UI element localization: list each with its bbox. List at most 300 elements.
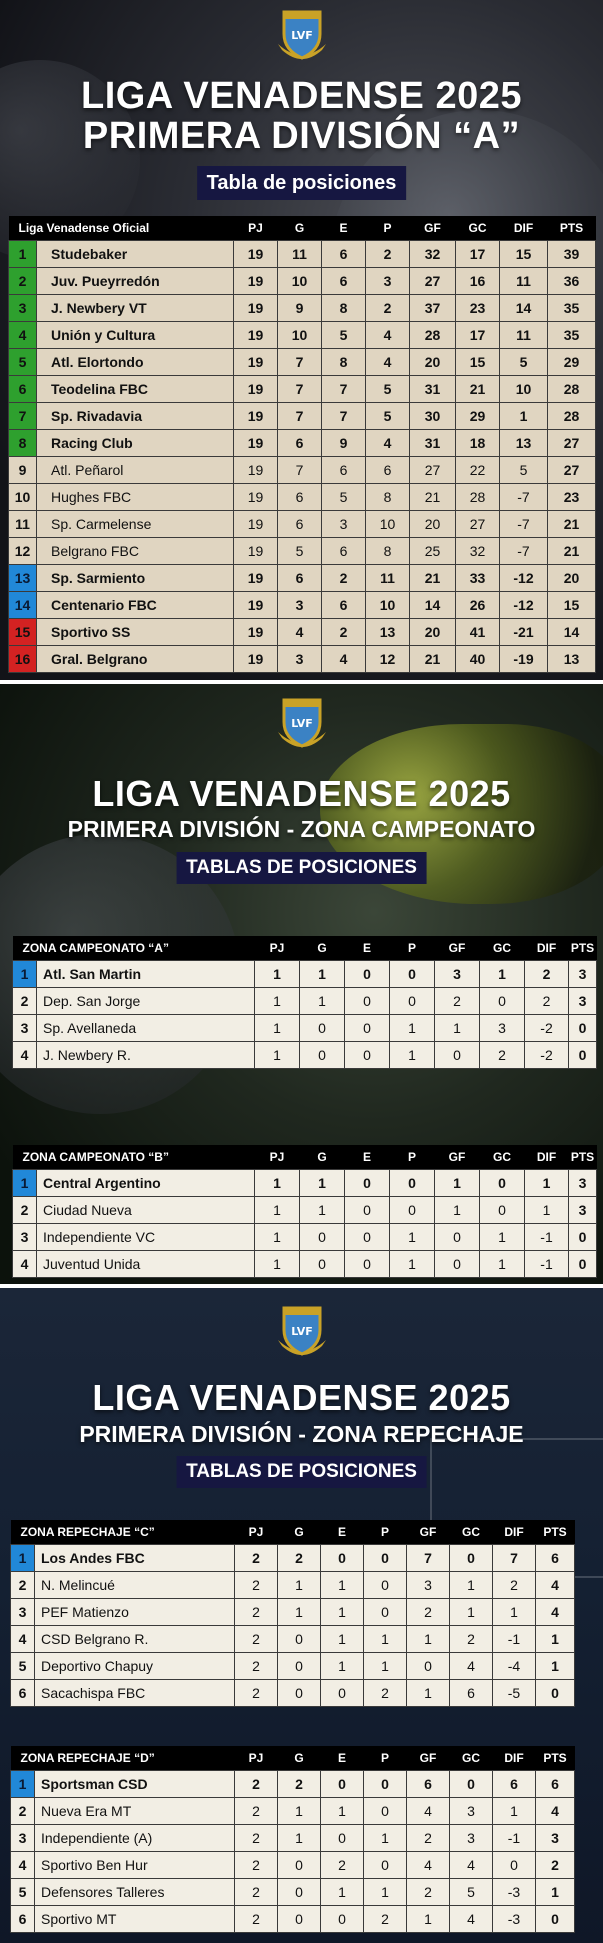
p-cell: 8 [366, 537, 410, 564]
column-header-pts: PTS [536, 1520, 575, 1544]
e-cell: 6 [322, 267, 366, 294]
e-cell: 0 [321, 1770, 364, 1797]
column-header-g: G [300, 936, 345, 960]
g-cell: 10 [278, 321, 322, 348]
g-cell: 3 [278, 645, 322, 672]
pj-cell: 2 [235, 1770, 278, 1797]
pj-cell: 19 [234, 456, 278, 483]
league-crest-icon [270, 4, 334, 68]
gf-cell: 2 [407, 1878, 450, 1905]
team-name-cell: Unión y Cultura [37, 321, 234, 348]
dif-cell: -3 [493, 1878, 536, 1905]
dif-cell: -1 [493, 1625, 536, 1652]
pj-cell: 1 [255, 1196, 300, 1223]
gf-cell: 3 [407, 1571, 450, 1598]
pts-cell: 4 [536, 1571, 575, 1598]
gc-cell: 0 [480, 1196, 525, 1223]
column-header-gf: GF [435, 936, 480, 960]
column-header-p: P [390, 936, 435, 960]
e-cell: 6 [322, 456, 366, 483]
team-name-cell: Gral. Belgrano [37, 645, 234, 672]
gc-cell: 1 [480, 1250, 525, 1277]
team-name-cell: N. Melincué [35, 1571, 235, 1598]
column-header-pj: PJ [235, 1746, 278, 1770]
page-title: LIGA VENADENSE 2025 [80, 75, 522, 117]
pj-cell: 2 [235, 1571, 278, 1598]
pj-cell: 19 [234, 402, 278, 429]
e-cell: 0 [345, 1196, 390, 1223]
position-cell: 3 [13, 1223, 37, 1250]
p-cell: 10 [366, 510, 410, 537]
table-row [13, 1196, 597, 1223]
g-cell: 1 [300, 987, 345, 1014]
p-cell: 4 [366, 321, 410, 348]
zone-c-table [10, 1520, 575, 1707]
g-cell: 7 [278, 456, 322, 483]
p-cell: 1 [390, 1223, 435, 1250]
gc-cell: 17 [456, 240, 500, 267]
pj-cell: 2 [235, 1598, 278, 1625]
team-name-cell: PEF Matienzo [35, 1598, 235, 1625]
dif-cell: 11 [500, 267, 548, 294]
table-row [9, 240, 596, 267]
p-cell: 1 [390, 1014, 435, 1041]
gc-cell: 27 [456, 510, 500, 537]
standings-table [8, 216, 596, 673]
gc-cell: 2 [450, 1625, 493, 1652]
dif-cell: 2 [493, 1571, 536, 1598]
position-cell: 5 [9, 348, 37, 375]
column-header-p: P [390, 1145, 435, 1169]
gc-cell: 21 [456, 375, 500, 402]
pts-cell: 3 [569, 1169, 597, 1196]
e-cell: 6 [322, 240, 366, 267]
gf-cell: 1 [435, 1014, 480, 1041]
column-header-dif: DIF [493, 1746, 536, 1770]
table-row [13, 960, 597, 987]
dif-cell: -1 [525, 1223, 569, 1250]
table-row [9, 267, 596, 294]
pj-cell: 19 [234, 618, 278, 645]
gc-cell: 0 [480, 987, 525, 1014]
zone-d-table [10, 1746, 575, 1933]
e-cell: 0 [321, 1544, 364, 1571]
p-cell: 0 [364, 1770, 407, 1797]
gc-cell: 5 [450, 1878, 493, 1905]
gf-cell: 3 [435, 960, 480, 987]
team-name-cell: J. Newbery VT [37, 294, 234, 321]
gf-cell: 21 [410, 564, 456, 591]
pts-cell: 35 [548, 294, 596, 321]
e-cell: 2 [322, 564, 366, 591]
column-header-p: P [364, 1520, 407, 1544]
p-cell: 8 [366, 483, 410, 510]
dif-cell: 2 [525, 960, 569, 987]
column-header-dif: DIF [493, 1520, 536, 1544]
gc-cell: 22 [456, 456, 500, 483]
column-header-gc: GC [480, 1145, 525, 1169]
gf-cell: 25 [410, 537, 456, 564]
g-cell: 0 [278, 1851, 321, 1878]
pts-cell: 13 [548, 645, 596, 672]
division-title: PRIMERA DIVISIÓN - ZONA REPECHAJE [79, 1421, 524, 1447]
gc-cell: 16 [456, 267, 500, 294]
p-cell: 1 [390, 1250, 435, 1277]
g-cell: 11 [278, 240, 322, 267]
column-header-g: G [278, 216, 322, 240]
team-name-cell: Sportivo SS [37, 618, 234, 645]
pts-cell: 23 [548, 483, 596, 510]
position-cell: 2 [9, 267, 37, 294]
svg-text:LVF: LVF [290, 717, 313, 730]
column-header-e: E [321, 1746, 364, 1770]
pj-cell: 19 [234, 321, 278, 348]
p-cell: 1 [364, 1824, 407, 1851]
dif-cell: -7 [500, 483, 548, 510]
team-name-cell: Nueva Era MT [35, 1797, 235, 1824]
position-cell: 3 [13, 1014, 37, 1041]
e-cell: 0 [345, 1169, 390, 1196]
team-name-cell: Juventud Unida [37, 1250, 255, 1277]
pts-cell: 1 [536, 1625, 575, 1652]
e-cell: 1 [321, 1571, 364, 1598]
table-row [11, 1625, 575, 1652]
page-title: LIGA VENADENSE 2025 [92, 773, 511, 814]
table-row [9, 564, 596, 591]
gf-cell: 31 [410, 375, 456, 402]
table-row [11, 1905, 575, 1932]
pts-cell: 0 [569, 1223, 597, 1250]
gf-cell: 20 [410, 348, 456, 375]
gc-cell: 0 [450, 1770, 493, 1797]
position-cell: 4 [11, 1851, 35, 1878]
g-cell: 7 [278, 348, 322, 375]
table-row [11, 1652, 575, 1679]
e-cell: 1 [321, 1878, 364, 1905]
league-crest-icon [270, 1300, 334, 1364]
table-title-header: Liga Venadense Oficial [9, 216, 234, 240]
team-name-cell: Sportivo Ben Hur [35, 1851, 235, 1878]
pj-cell: 2 [235, 1905, 278, 1932]
pts-cell: 3 [569, 987, 597, 1014]
table-row [9, 321, 596, 348]
e-cell: 0 [345, 1041, 390, 1068]
gc-cell: 0 [450, 1544, 493, 1571]
gf-cell: 2 [407, 1598, 450, 1625]
p-cell: 4 [366, 348, 410, 375]
team-name-cell: Defensores Talleres [35, 1878, 235, 1905]
team-name-cell: Sp. Avellaneda [37, 1014, 255, 1041]
team-name-cell: Dep. San Jorge [37, 987, 255, 1014]
gf-cell: 4 [407, 1851, 450, 1878]
g-cell: 0 [278, 1878, 321, 1905]
team-name-cell: Ciudad Nueva [37, 1196, 255, 1223]
pj-cell: 19 [234, 510, 278, 537]
gf-cell: 1 [407, 1905, 450, 1932]
e-cell: 4 [322, 645, 366, 672]
e-cell: 0 [321, 1905, 364, 1932]
column-header-e: E [322, 216, 366, 240]
gf-cell: 27 [410, 267, 456, 294]
table-row [9, 645, 596, 672]
table-row [13, 1041, 597, 1068]
g-cell: 5 [278, 537, 322, 564]
team-name-cell: Juv. Pueyrredón [37, 267, 234, 294]
table-row [9, 402, 596, 429]
e-cell: 1 [321, 1598, 364, 1625]
position-cell: 12 [9, 537, 37, 564]
pj-cell: 1 [255, 1169, 300, 1196]
column-header-gf: GF [435, 1145, 480, 1169]
team-name-cell: Teodelina FBC [37, 375, 234, 402]
p-cell: 11 [366, 564, 410, 591]
dif-cell: 2 [525, 987, 569, 1014]
dif-cell: 11 [500, 321, 548, 348]
pts-cell: 0 [536, 1905, 575, 1932]
e-cell: 7 [322, 402, 366, 429]
team-name-cell: Los Andes FBC [35, 1544, 235, 1571]
dif-cell: 7 [493, 1544, 536, 1571]
p-cell: 0 [390, 987, 435, 1014]
team-name-cell: Sportivo MT [35, 1905, 235, 1932]
table-row [11, 1770, 575, 1797]
division-title: PRIMERA DIVISIÓN - ZONA CAMPEONATO [67, 816, 536, 842]
position-cell: 1 [13, 1169, 37, 1196]
e-cell: 0 [345, 987, 390, 1014]
pts-cell: 29 [548, 348, 596, 375]
position-cell: 4 [11, 1625, 35, 1652]
table-row [11, 1824, 575, 1851]
gf-cell: 21 [410, 483, 456, 510]
table-label-chip: Tabla de posiciones [197, 166, 407, 200]
p-cell: 6 [366, 456, 410, 483]
e-cell: 1 [321, 1797, 364, 1824]
table-row [9, 537, 596, 564]
table-row [11, 1679, 575, 1706]
gc-cell: 26 [456, 591, 500, 618]
table-row [13, 1223, 597, 1250]
pts-cell: 3 [569, 960, 597, 987]
e-cell: 0 [345, 1223, 390, 1250]
pts-cell: 36 [548, 267, 596, 294]
gc-cell: 6 [450, 1679, 493, 1706]
gf-cell: 20 [410, 510, 456, 537]
team-name-cell: Hughes FBC [37, 483, 234, 510]
dif-cell: 5 [500, 456, 548, 483]
table-row [9, 618, 596, 645]
column-header-dif: DIF [525, 936, 569, 960]
pj-cell: 19 [234, 348, 278, 375]
p-cell: 3 [366, 267, 410, 294]
g-cell: 9 [278, 294, 322, 321]
gf-cell: 2 [407, 1824, 450, 1851]
g-cell: 0 [278, 1625, 321, 1652]
dif-cell: 1 [493, 1797, 536, 1824]
table-row [11, 1598, 575, 1625]
gf-cell: 4 [407, 1797, 450, 1824]
g-cell: 1 [300, 1169, 345, 1196]
gc-cell: 0 [480, 1169, 525, 1196]
column-header-pts: PTS [569, 1145, 597, 1169]
position-cell: 8 [9, 429, 37, 456]
column-header-dif: DIF [500, 216, 548, 240]
panel-general-table [0, 0, 603, 680]
position-cell: 4 [13, 1250, 37, 1277]
pts-cell: 28 [548, 402, 596, 429]
pj-cell: 1 [255, 1014, 300, 1041]
dif-cell: 13 [500, 429, 548, 456]
gc-cell: 15 [456, 348, 500, 375]
table-title-header: ZONA REPECHAJE “D” [11, 1746, 235, 1770]
dif-cell: -3 [493, 1905, 536, 1932]
table-row [13, 1014, 597, 1041]
gf-cell: 7 [407, 1544, 450, 1571]
gf-cell: 6 [407, 1770, 450, 1797]
gf-cell: 31 [410, 429, 456, 456]
gf-cell: 1 [435, 1196, 480, 1223]
dif-cell: 14 [500, 294, 548, 321]
column-header-p: P [366, 216, 410, 240]
pj-cell: 2 [235, 1851, 278, 1878]
p-cell: 0 [364, 1851, 407, 1878]
g-cell: 6 [278, 483, 322, 510]
gf-cell: 32 [410, 240, 456, 267]
pj-cell: 1 [255, 1041, 300, 1068]
pts-cell: 15 [548, 591, 596, 618]
column-header-pj: PJ [255, 1145, 300, 1169]
table-header-row [13, 1145, 597, 1169]
table-header-row [11, 1520, 575, 1544]
column-header-e: E [321, 1520, 364, 1544]
e-cell: 7 [322, 375, 366, 402]
team-name-cell: Central Argentino [37, 1169, 255, 1196]
zone-b-table [12, 1145, 597, 1278]
position-cell: 2 [11, 1571, 35, 1598]
dif-cell: 5 [500, 348, 548, 375]
dif-cell: -5 [493, 1679, 536, 1706]
dif-cell: 15 [500, 240, 548, 267]
pts-cell: 3 [536, 1824, 575, 1851]
pts-cell: 28 [548, 375, 596, 402]
pts-cell: 27 [548, 456, 596, 483]
g-cell: 0 [300, 1250, 345, 1277]
team-name-cell: Belgrano FBC [37, 537, 234, 564]
gc-cell: 32 [456, 537, 500, 564]
pts-cell: 20 [548, 564, 596, 591]
position-cell: 1 [11, 1770, 35, 1797]
team-name-cell: Deportivo Chapuy [35, 1652, 235, 1679]
gc-cell: 33 [456, 564, 500, 591]
pj-cell: 1 [255, 960, 300, 987]
gc-cell: 1 [480, 1223, 525, 1250]
pts-cell: 21 [548, 537, 596, 564]
position-cell: 15 [9, 618, 37, 645]
position-cell: 14 [9, 591, 37, 618]
pj-cell: 2 [235, 1878, 278, 1905]
position-cell: 3 [11, 1824, 35, 1851]
column-header-e: E [345, 1145, 390, 1169]
pj-cell: 19 [234, 429, 278, 456]
table-row [11, 1851, 575, 1878]
svg-text:LVF: LVF [290, 29, 313, 42]
pts-cell: 35 [548, 321, 596, 348]
table-row [11, 1571, 575, 1598]
column-header-pj: PJ [255, 936, 300, 960]
position-cell: 3 [9, 294, 37, 321]
team-name-cell: Atl. Elortondo [37, 348, 234, 375]
pts-cell: 0 [569, 1014, 597, 1041]
team-name-cell: CSD Belgrano R. [35, 1625, 235, 1652]
league-crest-icon [270, 692, 334, 756]
p-cell: 13 [366, 618, 410, 645]
p-cell: 5 [366, 375, 410, 402]
p-cell: 1 [364, 1625, 407, 1652]
pj-cell: 2 [235, 1797, 278, 1824]
g-cell: 1 [278, 1598, 321, 1625]
table-row [11, 1544, 575, 1571]
position-cell: 10 [9, 483, 37, 510]
column-header-gc: GC [480, 936, 525, 960]
panel-zona-campeonato [0, 684, 603, 1284]
g-cell: 10 [278, 267, 322, 294]
column-header-gc: GC [450, 1746, 493, 1770]
pts-cell: 1 [536, 1652, 575, 1679]
team-name-cell: Sp. Rivadavia [37, 402, 234, 429]
column-header-gf: GF [407, 1746, 450, 1770]
g-cell: 7 [278, 375, 322, 402]
e-cell: 1 [321, 1625, 364, 1652]
e-cell: 2 [322, 618, 366, 645]
gf-cell: 30 [410, 402, 456, 429]
pts-cell: 0 [569, 1041, 597, 1068]
column-header-gc: GC [450, 1520, 493, 1544]
pj-cell: 19 [234, 240, 278, 267]
team-name-cell: Racing Club [37, 429, 234, 456]
dif-cell: 1 [500, 402, 548, 429]
pts-cell: 3 [569, 1196, 597, 1223]
e-cell: 9 [322, 429, 366, 456]
g-cell: 1 [278, 1571, 321, 1598]
table-row [9, 429, 596, 456]
gc-cell: 17 [456, 321, 500, 348]
g-cell: 0 [278, 1905, 321, 1932]
position-cell: 2 [11, 1797, 35, 1824]
table-header-row [11, 1746, 575, 1770]
position-cell: 1 [9, 240, 37, 267]
p-cell: 1 [364, 1878, 407, 1905]
p-cell: 5 [366, 402, 410, 429]
p-cell: 0 [390, 1196, 435, 1223]
gc-cell: 23 [456, 294, 500, 321]
table-row [9, 510, 596, 537]
position-cell: 9 [9, 456, 37, 483]
g-cell: 3 [278, 591, 322, 618]
p-cell: 4 [366, 429, 410, 456]
gf-cell: 14 [410, 591, 456, 618]
column-header-pts: PTS [569, 936, 597, 960]
gf-cell: 37 [410, 294, 456, 321]
dif-cell: 1 [525, 1169, 569, 1196]
gf-cell: 0 [435, 1041, 480, 1068]
position-cell: 6 [9, 375, 37, 402]
column-header-e: E [345, 936, 390, 960]
column-header-dif: DIF [525, 1145, 569, 1169]
e-cell: 6 [322, 537, 366, 564]
team-name-cell: Independiente VC [37, 1223, 255, 1250]
gf-cell: 20 [410, 618, 456, 645]
position-cell: 5 [11, 1652, 35, 1679]
table-header-row [13, 936, 597, 960]
